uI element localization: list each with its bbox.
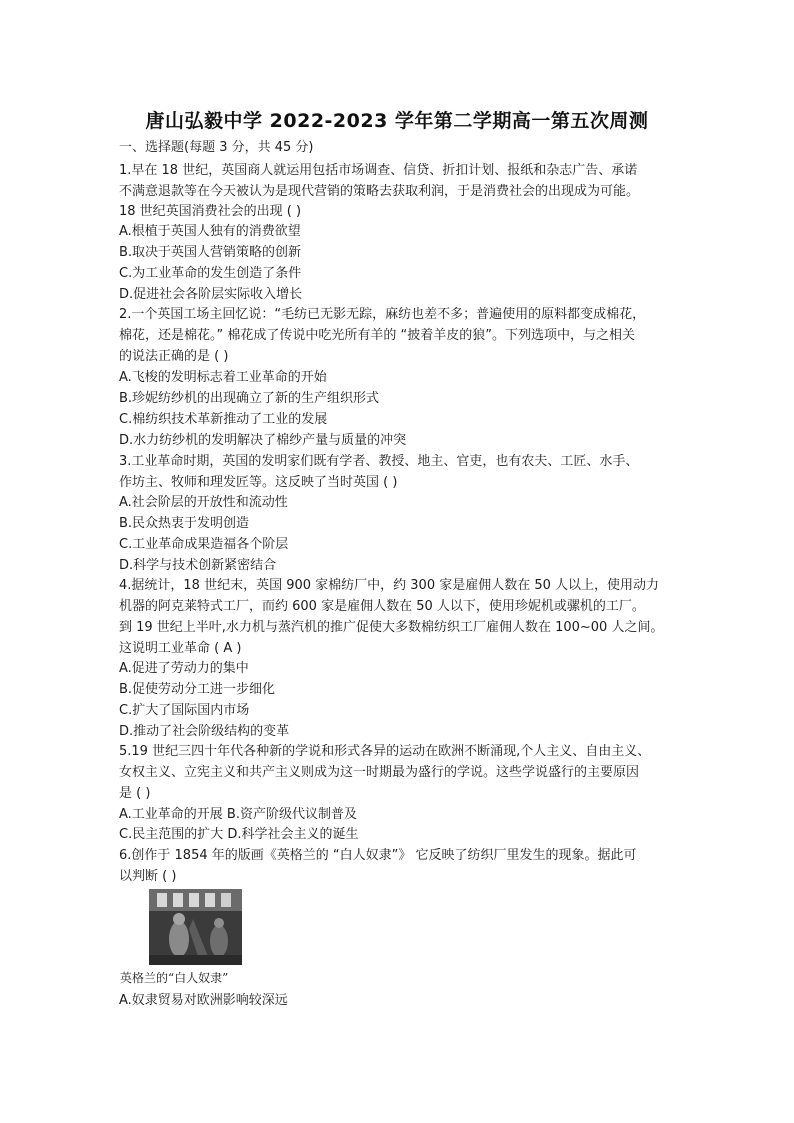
q3-option-d: D.科学与技术创新紧密结合 (119, 558, 277, 573)
q1-option-c: C.为工业革命的发生创造了条件 (119, 266, 302, 281)
q2-stem-line-1: 2.一个英国工场主回忆说：“毛纺已无影无踪，麻纺也差不多；普遍使用的原料都变成棉花， (119, 307, 646, 322)
q1-option-a: A.根植于英国人独有的消费欲望 (119, 224, 301, 239)
section-header: 一、选择题(每题 3 分，共 45 分) (119, 140, 314, 155)
q1-option-b: B.取决于英国人营销策略的创新 (119, 245, 302, 260)
q3-option-a: A.社会阶层的开放性和流动性 (119, 495, 288, 510)
figure-caption: 英格兰的“白人奴隶” (120, 971, 229, 985)
q3-stem-line-1: 3.工业革命时期，英国的发明家们既有学者、教授、地主、官吏，也有农夫、工匠、水手、 (119, 454, 639, 469)
q6-stem-line-2: 以判断 ( ) (119, 869, 177, 884)
q1-stem-line-2: 不满意退款等在今天被认为是现代营销的策略去获取利润，于是消费社会的出现成为可能。 (119, 184, 640, 199)
q4-stem-line-2: 机器的阿克莱特式工厂，而约 600 家是雇佣人数在 50 人以下，使用珍妮机或骡机的工厂。 (119, 599, 645, 614)
q5-stem-line-3: 是 ( ) (119, 786, 151, 801)
q6-option-a: A.奴隶贸易对欧洲影响较深远 (119, 993, 288, 1008)
q1-option-d: D.促进社会各阶层实际收入增长 (119, 287, 303, 302)
engraving-image (149, 889, 242, 965)
q1-stem-line-1: 1.早在 18 世纪，英国商人就运用包括市场调查、信贷、折扣计划、报纸和杂志广告、承诺 (119, 163, 638, 178)
q2-option-a: A.飞梭的发明标志着工业革命的开始 (119, 370, 327, 385)
page-title: 唐山弘毅中学 2022-2023 学年第二学期高一第五次周测 (145, 110, 649, 132)
q4-option-d: D.推动了社会阶级结构的变革 (119, 724, 290, 739)
q3-option-b: B.民众热衷于发明创造 (119, 516, 250, 531)
q2-option-b: B.珍妮纺纱机的出现确立了新的生产组织形式 (119, 391, 380, 406)
q1-stem-line-3: 18 世纪英国消费社会的出现 ( ) (119, 204, 302, 219)
q4-option-c: C.扩大了国际国内市场 (119, 703, 250, 718)
q4-option-a: A.促进了劳动力的集中 (119, 661, 249, 676)
q4-option-b: B.促使劳动分工进一步细化 (119, 682, 276, 697)
q3-stem-line-2: 作坊主、牧师和理发匠等。这反映了当时英国 ( ) (119, 475, 398, 490)
q2-option-c: C.棉纺织技术革新推动了工业的发展 (119, 412, 328, 427)
q2-option-d: D.水力纺纱机的发明解决了棉纱产量与质量的冲突 (119, 433, 407, 448)
q2-stem-line-3: 的说法正确的是 ( ) (119, 349, 229, 364)
q6-stem-line-1: 6.创作于 1854 年的版画《英格兰的 “白人奴隶”》 它反映了纺织厂里发生的现象。据此可 (119, 848, 637, 863)
q4-stem-line-3: 到 19 世纪上半叶,水力机与蒸汽机的推广促使大多数棉纺织工厂雇佣人数在 100~00 人之间。 (119, 620, 664, 635)
q5-options-ab: A.工业革命的开展 B.资产阶级代议制普及 (119, 807, 357, 822)
q5-stem-line-1: 5.19 世纪三四十年代各种新的学说和形式各异的运动在欧洲不断涌现,个人主义、自由主义、 (119, 744, 651, 759)
q5-stem-line-2: 女权主义、立宪主义和共产主义则成为这一时期最为盛行的学说。这些学说盛行的主要原因 (119, 765, 640, 780)
q2-stem-line-2: 棉花，还是棉花。” 棉花成了传说中吃光所有羊的 “披着羊皮的狼”。下列选项中，与之相关 (119, 328, 635, 343)
q4-stem-line-4: 这说明工业革命 ( A ) (119, 641, 242, 656)
q3-option-c: C.工业革命成果造福各个阶层 (119, 537, 289, 552)
q4-stem-line-1: 4.据统计，18 世纪末，英国 900 家棉纺厂中，约 300 家是雇佣人数在 50 人以上，使用动力 (119, 578, 660, 593)
q5-options-cd: C.民主范围的扩大 D.科学社会主义的诞生 (119, 827, 359, 842)
